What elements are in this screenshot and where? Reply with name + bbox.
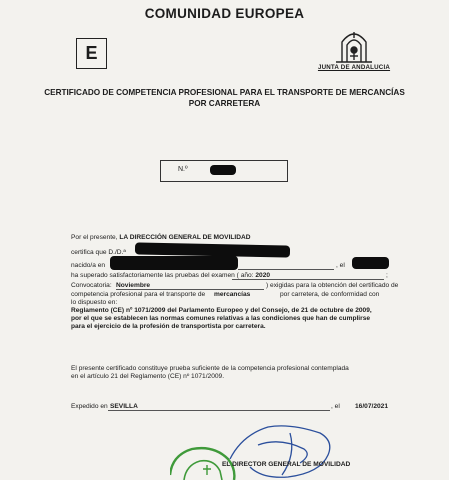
birthplace-redaction bbox=[110, 256, 238, 270]
birthdate-redaction bbox=[352, 257, 389, 269]
regulation-line1: Reglamento (CE) nº 1071/2009 del Parlamento Europeo y del Consejo, de 21 de octubre de 2009, bbox=[71, 307, 372, 314]
convocatoria-underline bbox=[116, 289, 264, 290]
issued-date-label: , el bbox=[331, 403, 340, 410]
issued-city-underline bbox=[108, 410, 330, 411]
transport-type: mercancías bbox=[214, 291, 251, 298]
competence-label: competencia profesional para el transporte de bbox=[71, 291, 206, 298]
birthplace-underline bbox=[238, 269, 334, 270]
seal-caption: JUNTA DE ANDALUCIA bbox=[317, 64, 391, 71]
issued-place-label: Expedido en bbox=[71, 403, 108, 410]
validity-line1: El presente certificado constituye prueba suficiente de la competencia profesional contemplada bbox=[71, 365, 349, 372]
birthdate-label: , el bbox=[336, 262, 345, 269]
certificate-number-redaction bbox=[210, 165, 236, 175]
convocatoria-label: Convocatoria: bbox=[71, 282, 112, 289]
convocatoria-rest: ) exigidas para la obtención del certificado de bbox=[266, 282, 399, 289]
issued-date: 16/07/2021 bbox=[355, 403, 389, 410]
issuer-prefix: Por el presente, bbox=[71, 234, 118, 241]
certificate-title-line2: POR CARRETERA bbox=[188, 99, 261, 108]
exam-year: 2020 bbox=[255, 272, 271, 279]
regulation-line3: para el ejercicio de la profesión de transportista por carretera. bbox=[71, 323, 266, 330]
header-title: COMUNIDAD EUROPEA bbox=[144, 6, 305, 21]
holder-line-label: certifica que D./D.ª bbox=[71, 249, 126, 256]
regulation-line2: por el que se establecen las normas comunes relativas a las condiciones que han de cumplirse bbox=[71, 315, 371, 322]
certificate-title-line1: CERTIFICADO DE COMPETENCIA PROFESIONAL PARA EL TRANSPORTE DE MERCANCÍAS bbox=[44, 88, 405, 97]
issued-city: SEVILLA bbox=[110, 403, 138, 410]
legal-basis-label: lo dispuesto en: bbox=[71, 299, 118, 306]
exam-text: ha superado satisfactoriamente las pruebas del examen ( año: bbox=[71, 272, 254, 279]
stamp-and-signature bbox=[170, 415, 449, 480]
exam-underline bbox=[232, 279, 384, 280]
birthplace-label: nacido/a en bbox=[71, 262, 106, 269]
certificate-title bbox=[20, 87, 429, 109]
validity-line2: en el artículo 21 del Reglamento (CE) nº 1071/2009. bbox=[71, 373, 225, 380]
country-code-box: E bbox=[76, 38, 107, 69]
issuer-organization: LA DIRECCIÓN GENERAL DE MOVILIDAD bbox=[119, 234, 251, 241]
issuer-line bbox=[71, 234, 251, 243]
convocatoria-value: Noviembre bbox=[116, 282, 151, 289]
certificate-number-label: N.º bbox=[178, 166, 188, 173]
competence-rest: por carretera, de conformidad con bbox=[280, 291, 380, 298]
signatory-title: EL DIRECTOR GENERAL DE MOVILIDAD bbox=[222, 461, 351, 468]
exam-line-end: ; bbox=[386, 272, 388, 279]
andalucia-seal-icon bbox=[330, 28, 378, 64]
